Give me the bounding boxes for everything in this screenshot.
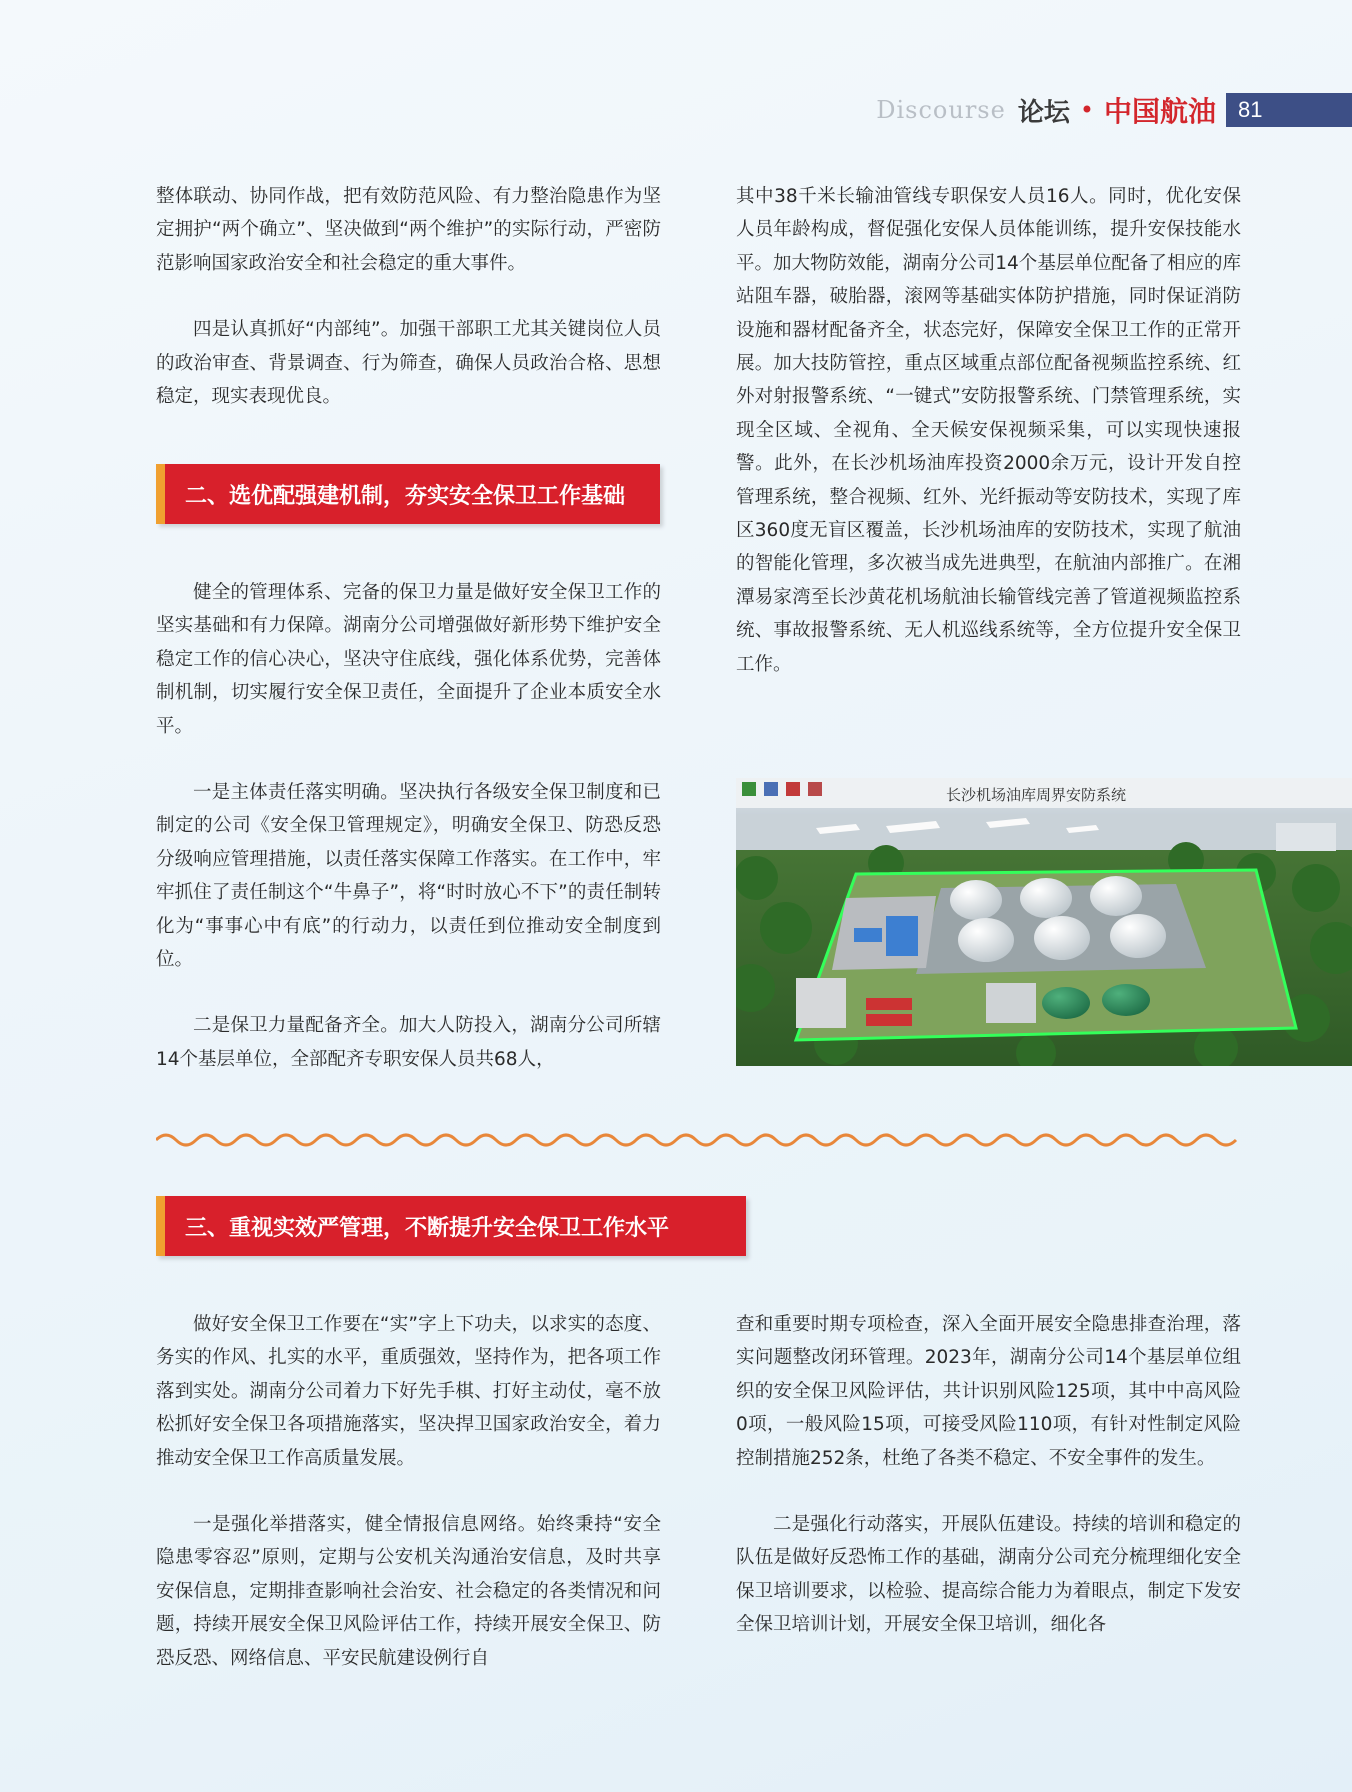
page-number: 81 xyxy=(1226,93,1352,127)
paragraph: 二是保卫力量配备齐全。加大人防投入，湖南分公司所辖14个基层单位，全部配齐专职安保人员共68人， xyxy=(156,1015,661,1070)
paragraph: 做好安全保卫工作要在“实”字上下功夫，以求实的态度、务实的作风、扎实的水平，重质强效，坚持作为，把各项工作落到实处。湖南分公司着力下好先手棋、打好主动仗，毫不放松抓好安全保卫各项措施落实，坚决捍卫国家政治安全，着力推动安全保卫工作高质量发展。 xyxy=(156,1314,661,1469)
paragraph: 其中38千米长输油管线专职保安人员16人。同时，优化安保人员年龄构成，督促强化安保人员体能训练，提升安保技能水平。加大物防效能，湖南分公司14个基层单位配备了相应的库站阻车器，破胎器，滚网等基础实体防护措施，同时保证消防设施和器材配备齐全，状态完好，保障安全保卫工作的正常开展。加大技防管控，重点区域重点部位配备视频监控系统、红外对射报警系统、“一键式”安防报警系统、门禁管理系统，实现全区域、全视角、全天候安保视频采集，可以实现快速报警。此外，在长沙机场油库投资2000余万元，设计开发自控管理系统，整合视频、红外、光纤振动等安防技术，实现了库区360度无盲区覆盖，长沙机场油库的安防技术，实现了航油的智能化管理，多次被当成先进典型，在航油内部推广。在湘潭易家湾至长沙黄花机场航油长输管线完善了管道视频监控系统、事故报警系统、无人机巡线系统等，全方位提升安全保卫工作。 xyxy=(736,186,1241,675)
page-header xyxy=(876,92,1352,128)
section-heading-2 xyxy=(156,464,660,524)
section-heading-3 xyxy=(156,1196,746,1256)
header-dot: • xyxy=(1079,96,1094,124)
wavy-divider xyxy=(156,1128,1240,1152)
paragraph: 查和重要时期专项检查，深入全面开展安全隐患排查治理，落实问题整改闭环管理。2023年，湖南分公司14个基层单位组织的安全保卫风险评估，共计识别风险125项，其中中高风险0项，一般风险15项，可接受风险110项，有针对性制定风险控制措施252条，杜绝了各类不稳定、不安全事件的发生。 xyxy=(736,1314,1241,1469)
paragraph: 四是认真抓好“内部纯”。加强干部职工尤其关键岗位人员的政治审查、背景调查、行为筛查，确保人员政治合格、思想稳定，现实表现优良。 xyxy=(156,319,661,408)
left-column-section3 xyxy=(156,1308,661,1675)
header-brand: 中国航油 xyxy=(1103,95,1216,128)
paragraph: 一是主体责任落实明确。坚决执行各级安全保卫制度和已制定的公司《安全保卫管理规定》，明确安全保卫、防恐反恐分级响应管理措施，以责任落实保障工作落实。在工作中，牢牢抓住了责任制这个“牛鼻子”，将“时时放心不下”的责任制转化为“事事心中有底”的行动力，以责任到位推动安全制度到位。 xyxy=(156,782,661,971)
paragraph: 整体联动、协同作战，把有效防范风险、有力整治隐患作为坚定拥护“两个确立”、坚决做到“两个维护”的实际行动，严密防范影响国家政治安全和社会稳定的重大事件。 xyxy=(156,186,661,274)
section-heading-text: 二、选优配强建机制，夯实安全保卫工作基础 xyxy=(185,483,626,509)
header-forum: 论坛 xyxy=(1017,97,1070,128)
left-column-section2 xyxy=(156,576,661,1076)
left-column-top xyxy=(156,180,661,413)
section-heading-text: 三、重视实效严管理，不断提升安全保卫工作水平 xyxy=(185,1215,670,1241)
paragraph: 二是强化行动落实，开展队伍建设。持续的培训和稳定的队伍是做好反恐怖工作的基础，湖南分公司充分梳理细化安全保卫培训要求，以检验、提高综合能力为着眼点，制定下发安全保卫培训计划，开展安全保卫培训，细化各 xyxy=(736,1514,1241,1636)
right-column-top xyxy=(736,180,1241,681)
header-discourse: Discourse xyxy=(876,96,1006,124)
paragraph: 健全的管理体系、完备的保卫力量是做好安全保卫工作的坚实基础和有力保障。湖南分公司增强做好新形势下维护安全稳定工作的信心决心，坚决守住底线，强化体系优势，完善体制机制，切实履行安全保卫责任，全面提升了企业本质安全水平。 xyxy=(156,582,661,737)
photo-title: 长沙机场油库周界安防系统 xyxy=(945,786,1127,804)
depot-illustration xyxy=(736,778,1352,1066)
right-column-section3 xyxy=(736,1308,1241,1642)
paragraph: 一是强化举措落实，健全情报信息网络。始终秉持“安全隐患零容忍”原则，定期与公安机关沟通治安信息，及时共享安保信息，定期排查影响社会治安、社会稳定的各类情况和问题，持续开展安全保卫风险评估工作，持续开展安全保卫、防恐反恐、网络信息、平安民航建设例行自 xyxy=(156,1514,661,1669)
oil-depot-security-photo xyxy=(736,778,1352,1066)
